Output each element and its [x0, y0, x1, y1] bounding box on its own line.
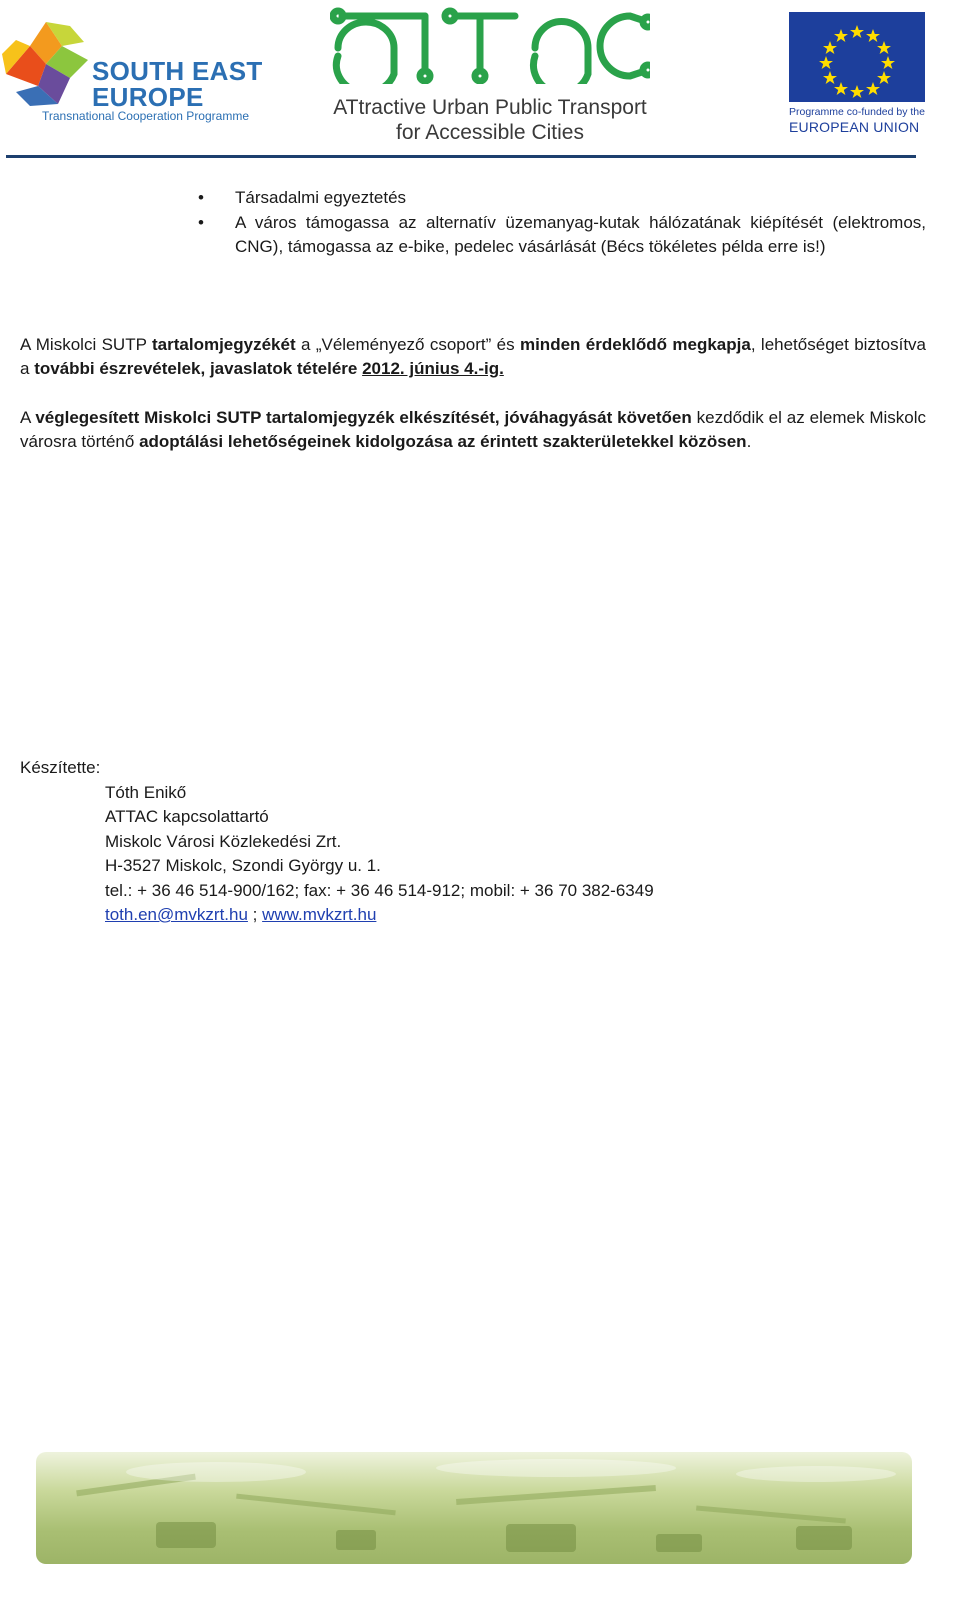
signature-address: H-3527 Miskolc, Szondi György u. 1.	[105, 856, 381, 875]
document-body	[20, 186, 926, 455]
see-title-line2: EUROPE	[92, 82, 204, 112]
bullet-text: A város támogassa az alternatív üzemanyag-kutak hálózatának kiépítését (elektromos, CNG), támogassa az e-bike, pedelec vásárlását (Bécs tökéletes példa erre is!)	[235, 212, 926, 256]
bullet-icon: •	[198, 188, 204, 207]
signature-phones: tel.: + 36 46 514-900/162; fax: + 36 46 514-912; mobil: + 36 70 382-6349	[105, 880, 654, 900]
see-subtitle: Transnational Cooperation Programme	[42, 109, 249, 123]
list-item	[20, 211, 926, 260]
paragraph-review: A Miskolci SUTP tartalomjegyzékét a „Véleményező csoport” és minden érdeklődő megkapja, lehetőséget biztosítva a további észrevételek, javaslatok tételére 2012. június 4.-ig.	[20, 334, 927, 378]
bullet-icon: •	[198, 212, 204, 232]
attac-tagline-line1: ATtractive Urban Public Transport	[333, 96, 647, 119]
bullet-text: Társadalmi egyeztetés	[235, 188, 407, 207]
signature-block	[20, 756, 920, 928]
see-flower-icon	[0, 16, 92, 112]
signature-name: Tóth Enikő	[105, 782, 187, 802]
attac-wordmark-icon	[330, 6, 650, 84]
page-header	[0, 0, 960, 165]
bullet-list	[20, 186, 926, 260]
deadline-date: 2012. június 4.-ig.	[362, 359, 504, 378]
signature-links: toth.en@mvkzrt.hu ; www.mvkzrt.hu	[105, 905, 377, 924]
see-title-line1: SOUTH EAST	[92, 56, 263, 86]
signature-role: ATTAC kapcsolattartó	[105, 807, 269, 826]
eu-logo	[789, 12, 929, 137]
paragraph-next-steps: A véglegesített Miskolci SUTP tartalomjegyzék elkészítését, jóváhagyását követően kezdődik el az elemek Miskolc városra történő adoptálási lehetőségeinek kidolgozása az érintett szakterületekkel közösen.	[20, 407, 927, 451]
south-east-europe-logo	[0, 16, 270, 128]
footer-banner-image	[36, 1452, 912, 1564]
see-title	[92, 58, 263, 110]
eu-flag-icon	[789, 12, 925, 102]
header-divider	[6, 155, 916, 158]
eu-caption-line2: EUROPEAN UNION	[789, 119, 920, 135]
website-link[interactable]: www.mvkzrt.hu	[262, 905, 377, 924]
email-link[interactable]: toth.en@mvkzrt.hu	[105, 905, 248, 924]
attac-logo	[320, 6, 660, 156]
eu-caption-line1: Programme co-funded by the	[789, 106, 925, 118]
signature-label: Készítette:	[20, 758, 101, 777]
attac-tagline-line2: for Accessible Cities	[396, 121, 584, 144]
signature-company: Miskolc Városi Közlekedési Zrt.	[105, 831, 342, 851]
list-item	[20, 186, 926, 211]
